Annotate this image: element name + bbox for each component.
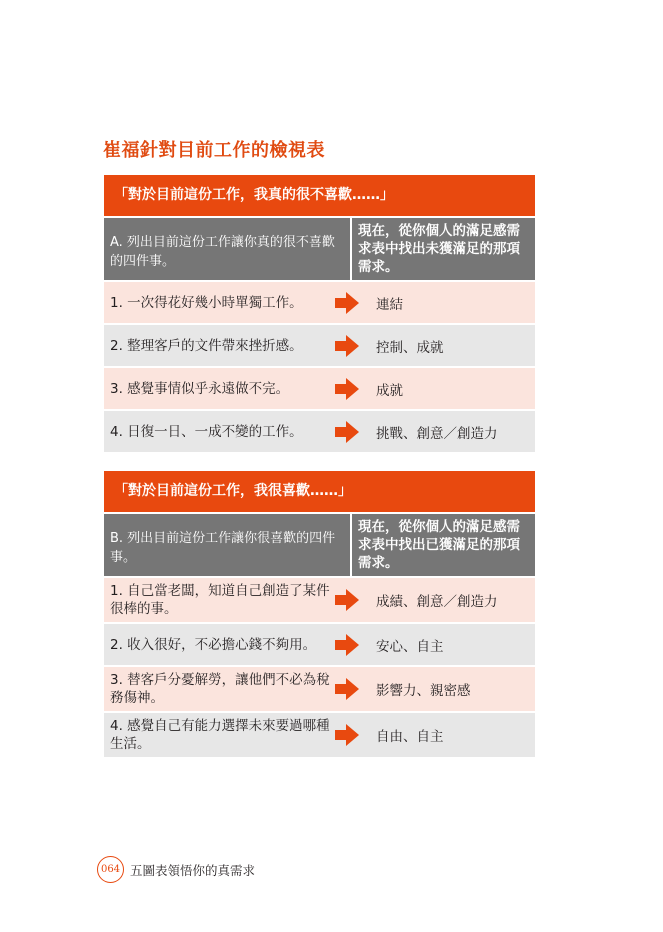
arrow-right-icon — [335, 335, 359, 357]
like-column-left: B. 列出目前這份工作讓你很喜歡的四件事。 — [104, 514, 350, 576]
row-item: 4. 感覺自己有能力選擇未來要過哪種生活。 — [110, 718, 330, 752]
row-need: 控制、成就 — [376, 339, 444, 356]
like-column-right: 現在，從你個人的滿足感需求表中找出已獲滿足的那項需求。 — [352, 514, 535, 576]
arrow-right-icon — [335, 292, 359, 314]
row-item: 1. 一次得花好幾小時單獨工作。 — [110, 294, 303, 311]
table-row — [104, 325, 535, 366]
chapter-title: 五圖表領悟你的真需求 — [130, 862, 256, 878]
table-row — [104, 624, 535, 665]
page-footer — [97, 856, 255, 883]
dislike-table — [104, 175, 535, 452]
arrow-right-icon — [335, 378, 359, 400]
table-row — [104, 411, 535, 452]
row-need: 成就 — [376, 382, 403, 399]
arrow-right-icon — [335, 724, 359, 746]
like-table-column-headers — [104, 514, 535, 576]
row-need: 連結 — [376, 296, 403, 313]
page-number: 064 — [97, 856, 124, 883]
row-need: 挑戰、創意／創造力 — [376, 425, 498, 442]
row-item: 4. 日復一日、一成不變的工作。 — [110, 423, 303, 440]
table-row — [104, 667, 535, 711]
like-table — [104, 471, 535, 757]
arrow-right-icon — [335, 634, 359, 656]
row-item: 2. 整理客戶的文件帶來挫折感。 — [110, 337, 303, 354]
table-row — [104, 713, 535, 757]
table-row — [104, 282, 535, 323]
table-row — [104, 578, 535, 622]
page-title: 崔福針對目前工作的檢視表 — [103, 140, 325, 161]
row-need: 成績、創意／創造力 — [376, 594, 498, 610]
dislike-table-column-headers — [104, 218, 535, 280]
row-item: 2. 收入很好，不必擔心錢不夠用。 — [110, 636, 317, 653]
dislike-column-right: 現在，從你個人的滿足感需求表中找出未獲滿足的那項需求。 — [352, 218, 535, 280]
row-item: 3. 感覺事情似乎永遠做不完。 — [110, 380, 290, 397]
row-need: 自由、自主 — [376, 729, 444, 745]
row-item: 1. 自己當老闆，知道自己創造了某件很棒的事。 — [110, 583, 330, 617]
row-item: 3. 替客戶分憂解勞，讓他們不必為稅務傷神。 — [110, 672, 330, 706]
table-row — [104, 368, 535, 409]
row-need: 影響力、親密感 — [376, 683, 471, 699]
dislike-column-left: A. 列出目前這份工作讓你真的很不喜歡的四件事。 — [104, 218, 350, 280]
like-table-header: 「對於目前這份工作，我很喜歡……」 — [104, 471, 535, 512]
row-need: 安心、自主 — [376, 638, 444, 655]
arrow-right-icon — [335, 589, 359, 611]
arrow-right-icon — [335, 678, 359, 700]
arrow-right-icon — [335, 421, 359, 443]
dislike-table-header: 「對於目前這份工作，我真的很不喜歡……」 — [104, 175, 535, 216]
